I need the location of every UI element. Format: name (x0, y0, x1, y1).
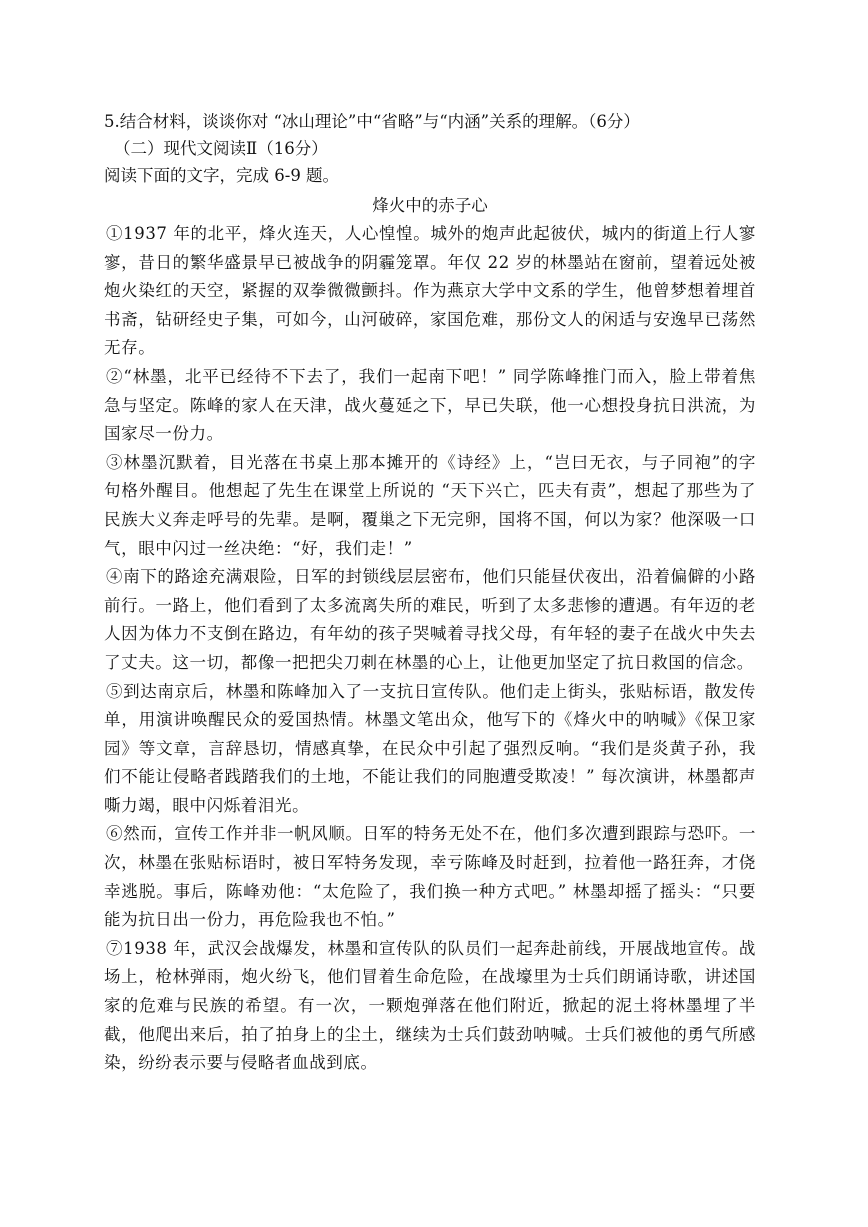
paragraph-2: ②“林墨，北平已经待不下去了，我们一起南下吧！” 同学陈峰推门而入，脸上带着焦急与坚定。陈峰的家人在天津，战火蔓延之下，早已失联，他一心想投身抗日洪流，为国家尽一份力。 (104, 366, 756, 444)
paragraph-1: ①1937 年的北平，烽火连天，人心惶惶。城外的炮声此起彼伏，城内的街道上行人寥寥，昔日的繁华盛景早已被战争的阴霾笼罩。年仅 22 岁的林墨站在窗前，望着远处被炮火染红的天空，紧握的双拳微微颤抖。作为燕京大学中文系的学生，他曾梦想着埋首书斋，钻研经史子集，可如今，山河破碎，家国危难，那份文人的闲适与安逸早已荡然无存。 (104, 224, 756, 358)
section-header: （二）现代文阅读Ⅱ（16分） (114, 139, 328, 158)
question-5: 5.结合材料，谈谈你对 “冰山理论”中“省略”与“内涵”关系的理解。（6分） (104, 112, 640, 131)
paragraph-7: ⑦1938 年，武汉会战爆发，林墨和宣传队的队员们一起奔赴前线，开展战地宣传。战场上，枪林弹雨，炮火纷飞，他们冒着生命危险，在战壕里为士兵们朗诵诗歌，讲述国家的危难与民族的希望。有一次，一颗炮弹落在他们附近，掀起的泥土将林墨埋了半截，他爬出来后，拍了拍身上的尘土，继续为士兵们鼓劲呐喊。士兵们被他的勇气所感染，纷纷表示要与侵略者血战到底。 (104, 938, 756, 1073)
article-title: 烽火中的赤子心 (372, 196, 488, 215)
reading-instruction: 阅读下面的文字，完成 6-9 题。 (104, 166, 340, 185)
paragraph-4: ④南下的路途充满艰险，日军的封锁线层层密布，他们只能昼伏夜出，沿着偏僻的小路前行。一路上，他们看到了太多流离失所的难民，听到了太多悲惨的遭遇。有年迈的老人因为体力不支倒在路边，有年幼的孩子哭喊着寻找父母，有年轻的妻子在战火中失去了丈夫。这一切，都像一把把尖刀刺在林墨的心上，让他更加坚定了抗日救国的信念。 (104, 567, 756, 672)
paragraph-5: ⑤到达南京后，林墨和陈峰加入了一支抗日宣传队。他们走上街头，张贴标语，散发传单，用演讲唤醒民众的爱国热情。林墨文笔出众，他写下的《烽火中的呐喊》《保卫家园》等文章，言辞恳切，情感真挚，在民众中引起了强烈反响。“我们是炎黄子孙，我们不能让侵略者践踏我们的土地，不能让我们的同胞遭受欺凌！” 每次演讲，林墨都声嘶力竭，眼中闪烁着泪光。 (104, 681, 756, 815)
paragraph-6: ⑥然而，宣传工作并非一帆风顺。日军的特务无处不在，他们多次遭到跟踪与恐吓。一次，林墨在张贴标语时，被日军特务发现，幸亏陈峰及时赶到，拉着他一路狂奔，才侥幸逃脱。事后，陈峰劝他：“太危险了，我们换一种方式吧。” 林墨却摇了摇头：“只要能为抗日出一份力，再危险我也不怕。” (104, 824, 756, 930)
paragraph-3: ③林墨沉默着，目光落在书桌上那本摊开的《诗经》上，“岂曰无衣，与子同袍”的字句格外醒目。他想起了先生在课堂上所说的 “天下兴亡，匹夫有责”，想起了那些为了民族大义奔走呼号的先辈。是啊，覆巢之下无完卵，国将不国，何以为家？他深吸一口气，眼中闪过一丝决绝：“好，我们走！” (104, 452, 756, 558)
